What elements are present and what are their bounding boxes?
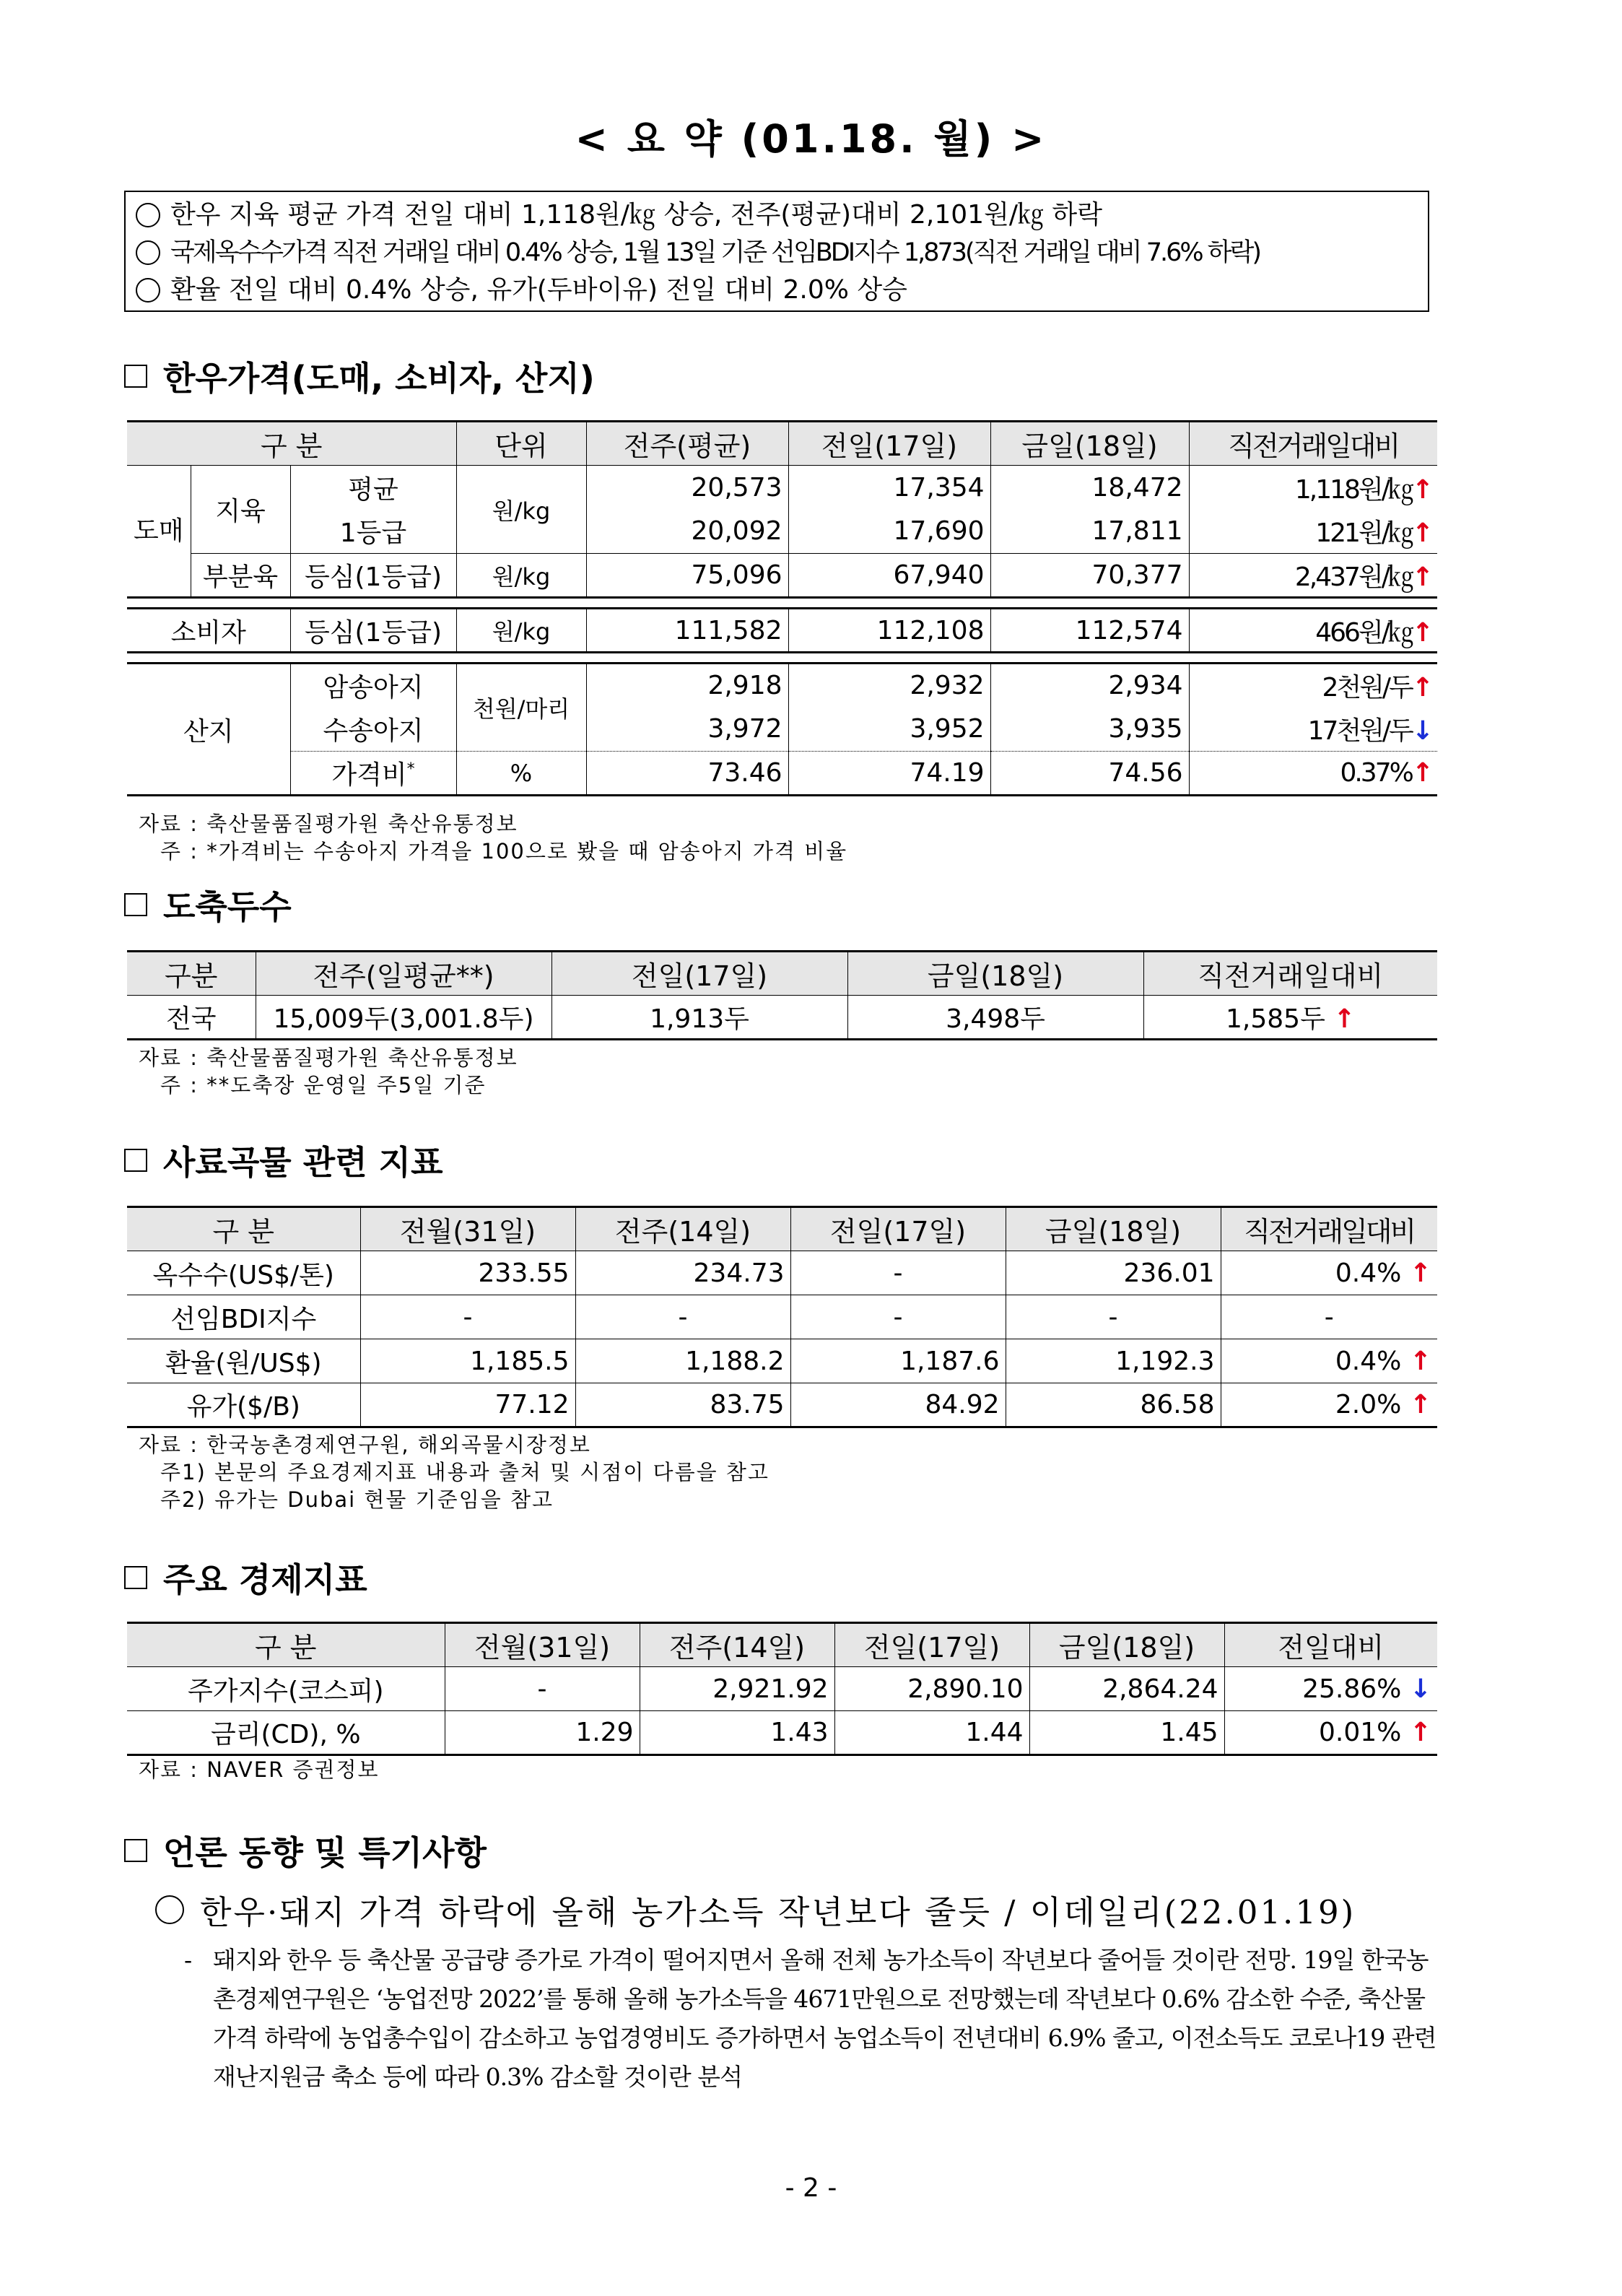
prev-day-cell: 67,940 [788,554,990,598]
prev-week-cell: 20,573 [586,466,788,510]
consumer-label: 소비자 [127,609,290,653]
header-prev-week: 전주(평균) [586,422,788,466]
summary-box [124,191,1429,312]
today-cell: 74.56 [990,752,1189,796]
header-prev-month: 전월(31일) [445,1623,640,1667]
prev-month-cell: - [360,1295,575,1339]
source-note [139,810,847,865]
section-heading-text: 도축두수 [163,887,292,926]
header-today: 금일(18일) [990,422,1189,466]
change-value: 17천원/두 [1307,716,1412,747]
change-value: 2천원/두 [1322,673,1412,703]
news-headline [155,1886,1356,1933]
summary-text: 환율 전일 대비 0.4% 상승, 유가(두바이유) 전일 대비 2.0% 상승 [170,275,907,305]
row-label: 금리(CD), % [127,1711,445,1755]
header-today: 금일(18일) [847,952,1143,996]
prev-day-cell: 1.44 [834,1711,1029,1755]
feed-grain-table [127,1206,1437,1428]
note-line: 주2) 유가는 Dubai 현물 기준임을 참고 [160,1487,554,1512]
prev-day-cell: 84.92 [790,1383,1006,1427]
prev-month-cell: 1.29 [445,1711,640,1755]
prev-day-cell: 17,690 [788,510,990,554]
source-note [139,1756,380,1783]
unit-cell: 원/kg [456,554,586,598]
row-label: 선임BDI지수 [127,1295,360,1339]
table-row [127,1383,1437,1427]
header-today: 금일(18일) [1029,1623,1224,1667]
arrow-up-icon: ↑ [1411,518,1431,549]
unit-cell: % [456,752,586,796]
change-cell [1224,1667,1437,1711]
partial-label: 부분육 [191,554,290,598]
checkbox-square-icon [124,893,147,916]
arrow-up-icon: ↑ [1411,673,1431,703]
today-cell: 70,377 [990,554,1189,598]
hanwoo-price-table [127,420,1437,796]
arrow-up-icon: ↑ [1411,474,1431,505]
header-today: 금일(18일) [1006,1207,1221,1251]
summary-text: 한우 지육 평균 가격 전일 대비 1,118원/㎏ 상승, 전주(평균)대비 2,101원/㎏ 하락 [170,200,1102,230]
change-value: 0.4% [1335,1258,1402,1288]
prev-week-cell: 1.43 [640,1711,834,1755]
prev-day-cell: 3,952 [788,708,990,752]
header-category: 구 분 [127,1623,445,1667]
table-row [127,1295,1437,1339]
change-cell [1189,510,1437,554]
news-title-text: 한우·돼지 가격 하락에 올해 농가소득 작년보다 줄듯 / 이데일리(22.01.19) [200,1893,1356,1931]
section-heading-slaughter [124,881,292,929]
row-label: 유가($/B) [127,1383,360,1427]
change-cell [1221,1251,1437,1295]
economy-table [127,1622,1437,1756]
summary-line-1 [136,196,1418,234]
table-header-row [127,952,1437,996]
arrow-down-icon: ↓ [1409,1674,1431,1704]
change-cell [1221,1339,1437,1383]
table-row [127,1251,1437,1295]
region-label: 전국 [127,996,256,1040]
header-unit: 단위 [456,422,586,466]
change-cell: - [1221,1295,1437,1339]
item-label: 평균 [290,466,456,510]
prev-week-cell: 83.75 [575,1383,790,1427]
page-number: - 2 - [785,2173,837,2203]
change-value: 121원/㎏ [1315,518,1412,549]
today-cell: 2,864.24 [1029,1667,1224,1711]
prev-week-cell: 2,921.92 [640,1667,834,1711]
prev-day-cell: 1,187.6 [790,1339,1006,1383]
header-prev-day: 전일(17일) [834,1623,1029,1667]
table-header-row [127,1623,1437,1667]
prev-month-cell: - [445,1667,640,1711]
change-value: 466원/㎏ [1315,617,1412,648]
today-cell: - [1006,1295,1221,1339]
change-cell [1224,1711,1437,1755]
change-value: 1,118원/㎏ [1294,474,1412,505]
circle-bullet-icon [136,203,160,227]
header-prev-week: 전주(일평균**) [256,952,551,996]
summary-line-2 [136,234,1418,271]
prev-week-cell: 2,918 [586,664,788,708]
farm-label: 산지 [127,664,290,796]
spacer-cell [127,653,1437,664]
row-label: 환율(원/US$) [127,1339,360,1383]
change-value: 1,585두 [1226,1004,1325,1034]
header-prev-month: 전월(31일) [360,1207,575,1251]
table-spacer-row [127,598,1437,609]
today-cell: 17,811 [990,510,1189,554]
prev-day-cell: - [790,1251,1006,1295]
prev-day-cell: 1,913두 [551,996,847,1040]
item-label: 수송아지 [290,708,456,752]
summary-text: 국제옥수수가격 직전 거래일 대비 0.4% 상승, 1월 13일 기준 선임BDI지수 1,873(직전 거래일 대비 7.6% 하락) [170,238,1260,267]
prev-week-cell: 15,009두(3,001.8두) [256,996,551,1040]
checkbox-square-icon [124,365,147,388]
page-title: < 요 약 (01.18. 월) > [575,116,1047,162]
today-cell: 18,472 [990,466,1189,510]
item-label: 암송아지 [290,664,456,708]
arrow-up-icon: ↑ [1411,562,1431,592]
header-prev-day: 전일(17일) [551,952,847,996]
note-line: 주 : **도축장 운영일 주5일 기준 [160,1073,487,1097]
circle-bullet-icon [136,278,160,303]
table-row [127,1339,1437,1383]
carcass-label: 지육 [191,466,290,554]
source-note [139,1431,769,1513]
section-heading-text: 주요 경제지표 [163,1560,367,1599]
table-row [127,609,1437,653]
prev-day-cell: 2,890.10 [834,1667,1029,1711]
prev-day-cell: 17,354 [788,466,990,510]
prev-day-cell: 112,108 [788,609,990,653]
prev-week-cell: 1,188.2 [575,1339,790,1383]
header-prev-week: 전주(14일) [640,1623,834,1667]
header-prev-day: 전일(17일) [790,1207,1006,1251]
prev-week-cell: 3,972 [586,708,788,752]
today-cell: 86.58 [1006,1383,1221,1427]
news-body [184,1941,1440,2097]
checkbox-square-icon [124,1566,147,1589]
arrow-up-icon: ↑ [1409,1718,1431,1747]
note-line: 자료 : NAVER 증권정보 [139,1757,380,1782]
header-category: 구분 [127,952,256,996]
prev-month-cell: 77.12 [360,1383,575,1427]
arrow-up-icon: ↑ [1409,1390,1431,1419]
today-cell: 1.45 [1029,1711,1224,1755]
header-prev-week: 전주(14일) [575,1207,790,1251]
item-label: 등심(1등급) [290,609,456,653]
checkbox-square-icon [124,1839,147,1862]
today-cell: 1,192.3 [1006,1339,1221,1383]
arrow-up-icon: ↑ [1411,758,1431,788]
prev-month-cell: 233.55 [360,1251,575,1295]
header-change: 직전거래일대비 [1143,952,1437,996]
prev-week-cell: 73.46 [586,752,788,796]
dash-bullet: - [184,1946,193,1974]
table-row [127,466,1437,510]
section-heading-text: 언론 동향 및 특기사항 [163,1833,487,1872]
unit-cell: 천원/마리 [456,664,586,752]
change-cell [1143,996,1437,1040]
news-body-text: 돼지와 한우 등 축산물 공급량 증가로 가격이 떨어지면서 올해 전체 농가소득이 작년보다 줄어들 것이란 전망. 19일 한국농촌경제연구원은 ‘농업전망 2022’를 통해 올해 농가소득을 4671만원으로 전망했는데 작년보다 0.6% 감소한 수준, 축산물 가격 하락에 농업총수입이 감소하고 농업경영비도 증가하면서 농업소득이 전년대비 6.9% 줄고, 이전소득도 코로나19 관련 재난지원금 축소 등에 따라 0.3% 감소할 것이란 분석 [213,1946,1436,2091]
prev-day-cell: 2,932 [788,664,990,708]
item-text: 가격비 [331,760,407,790]
table-row [127,1667,1437,1711]
change-value: 0.01% [1319,1718,1402,1747]
change-cell [1221,1383,1437,1427]
note-line: 자료 : 축산물품질평가원 축산유통정보 [139,1045,518,1070]
change-value: 0.4% [1335,1346,1402,1376]
arrow-down-icon: ↓ [1411,716,1431,747]
prev-day-cell: 74.19 [788,752,990,796]
section-heading-text: 사료곡물 관련 지표 [163,1143,443,1182]
header-category: 구 분 [127,422,456,466]
table-header-row [127,422,1437,466]
arrow-up-icon: ↑ [1409,1258,1431,1288]
note-line: 자료 : 한국농촌경제연구원, 해외곡물시장정보 [139,1432,591,1457]
table-row [127,554,1437,598]
table-row [127,752,1437,796]
item-label: 1등급 [290,510,456,554]
prev-week-cell: 20,092 [586,510,788,554]
table-row [127,664,1437,708]
arrow-up-icon: ↑ [1333,1004,1356,1034]
section-heading-feed [124,1136,443,1184]
change-cell [1189,664,1437,708]
wholesale-label: 도매 [127,466,191,598]
unit-cell: 원/kg [456,466,586,554]
note-line: 주1) 본문의 주요경제지표 내용과 출처 및 시점이 다름을 참고 [160,1460,769,1484]
change-cell [1189,752,1437,796]
change-cell [1189,554,1437,598]
change-cell [1189,609,1437,653]
table-row [127,1711,1437,1755]
item-label: 등심(1등급) [290,554,456,598]
item-superscript: * [406,760,415,778]
header-prev-day: 전일(17일) [788,422,990,466]
note-line: 주 : *가격비는 수송아지 가격을 100으로 봤을 때 암송아지 가격 비율 [160,839,848,864]
table-spacer-row [127,653,1437,664]
change-cell [1189,466,1437,510]
header-change: 직전거래일대비 [1221,1207,1437,1251]
today-cell: 236.01 [1006,1251,1221,1295]
prev-week-cell: 75,096 [586,554,788,598]
slaughter-table [127,950,1437,1040]
section-heading-hanwoo [124,352,595,400]
table-header-row [127,1207,1437,1251]
prev-day-cell: - [790,1295,1006,1339]
section-heading-news [124,1827,487,1874]
table-row [127,708,1437,752]
header-category: 구 분 [127,1207,360,1251]
row-label: 옥수수(US$/톤) [127,1251,360,1295]
prev-week-cell: 234.73 [575,1251,790,1295]
header-change: 직전거래일대비 [1189,422,1437,466]
summary-line-3 [136,271,1418,309]
change-value: 0.37% [1340,758,1412,788]
note-line: 자료 : 축산물품질평가원 축산유통정보 [139,812,518,836]
prev-week-cell: - [575,1295,790,1339]
source-note [139,1044,518,1099]
unit-cell: 원/kg [456,609,586,653]
table-row [127,510,1437,554]
circle-bullet-icon [136,240,160,265]
change-cell [1189,708,1437,752]
table-row [127,996,1437,1040]
change-value: 25.86% [1302,1674,1402,1704]
prev-month-cell: 1,185.5 [360,1339,575,1383]
today-cell: 112,574 [990,609,1189,653]
arrow-up-icon: ↑ [1411,617,1431,648]
header-change: 전일대비 [1224,1623,1437,1667]
today-cell: 3,498두 [847,996,1143,1040]
today-cell: 3,935 [990,708,1189,752]
circle-bullet-icon [155,1895,184,1924]
spacer-cell [127,598,1437,609]
row-label: 주가지수(코스피) [127,1667,445,1711]
prev-week-cell: 111,582 [586,609,788,653]
item-label [290,752,456,796]
change-value: 2,437원/㎏ [1294,562,1412,592]
today-cell: 2,934 [990,664,1189,708]
section-heading-economy [124,1554,367,1601]
section-heading-text: 한우가격(도매, 소비자, 산지) [163,359,595,398]
change-value: 2.0% [1335,1390,1402,1419]
arrow-up-icon: ↑ [1409,1346,1431,1376]
checkbox-square-icon [124,1149,147,1172]
